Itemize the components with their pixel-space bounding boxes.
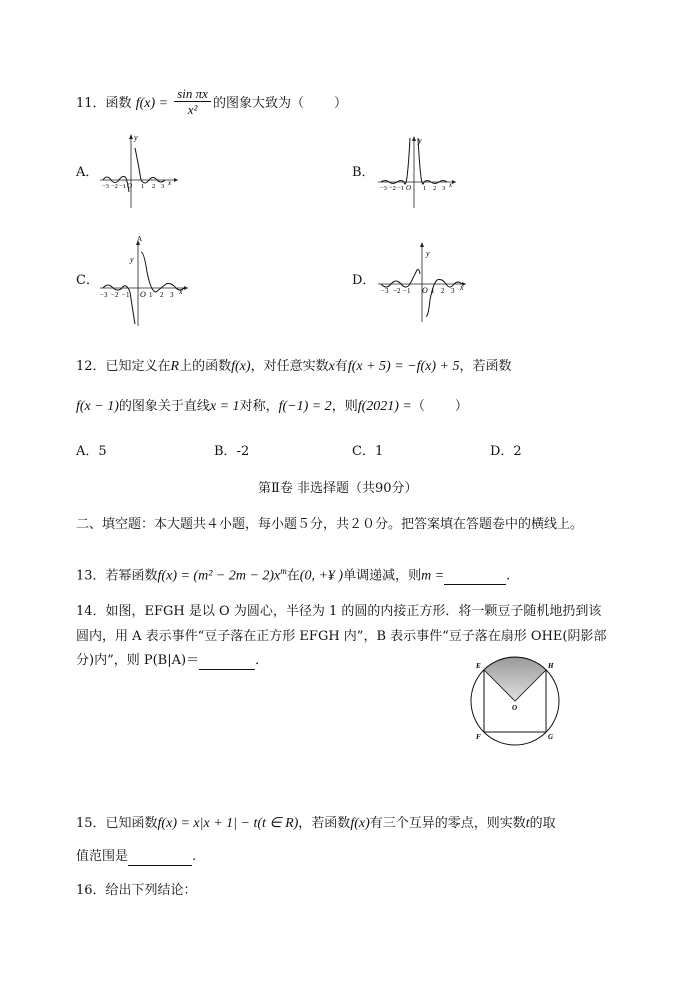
- q13-end: .: [506, 568, 511, 584]
- q13-answer-blank[interactable]: [444, 570, 506, 585]
- q14-label-F: F: [476, 733, 481, 741]
- q12-paren-close: ）: [454, 399, 468, 414]
- q15-fx: f(x): [350, 816, 370, 831]
- q12-line2: [76, 398, 468, 416]
- q12-choice-d: D．2: [490, 444, 522, 459]
- q12-paren-open: （: [411, 399, 425, 414]
- q11-graph-d: [376, 240, 472, 324]
- q11-d-tick-m3: −3: [381, 287, 389, 295]
- q11-b-tick-m2: −2: [389, 185, 396, 192]
- q11-d-tick-1: 1: [431, 287, 435, 295]
- q12-choice-a: A．5: [76, 444, 107, 459]
- q15-expr: f(x) = x|x + 1| − t(t ∈ R): [157, 816, 299, 831]
- q11-d-tick-3: 3: [451, 287, 455, 295]
- q11-c-axis-top: A: [137, 235, 143, 243]
- q12-choice-b: B．-2: [214, 444, 250, 459]
- q13-line: [76, 562, 510, 585]
- q12-line1-b: 上的函数: [179, 359, 232, 374]
- q11-option-c-label: C．: [76, 273, 99, 288]
- q11-d-y-label: y: [426, 249, 430, 258]
- q11-d-tick-2: 2: [441, 287, 445, 295]
- q12-line2-a: 的图象关于直线: [118, 399, 210, 414]
- q12-fx: f(x): [231, 359, 251, 374]
- q11-d-origin: O: [422, 286, 428, 295]
- q14-label-G: G: [548, 733, 554, 741]
- q11-a-y-label: y: [134, 133, 138, 142]
- q14-answer-blank[interactable]: [199, 655, 255, 670]
- q12-functional-eq: f(x + 5) = −f(x) + 5: [347, 359, 460, 374]
- q11-a-tick-m3: −3: [102, 183, 109, 190]
- q15-t: t: [525, 816, 530, 831]
- q12-line2-b: 对称，: [239, 399, 279, 414]
- q11-d-x-label: x: [460, 283, 464, 292]
- q14-line3: [76, 652, 268, 670]
- q11-close: ）: [333, 96, 347, 111]
- q16-stem: 16．给出下列结论：: [76, 883, 197, 898]
- q12-line1: [76, 358, 511, 376]
- q11-c-tick-2: 2: [160, 291, 164, 299]
- q11-c-tick-m1: −1: [122, 291, 130, 299]
- q14-label-H: H: [548, 662, 554, 670]
- q11-c-tick-3: 3: [170, 291, 174, 299]
- q11-a-tick-2: 2: [152, 183, 156, 190]
- q11-a-tick-1: 1: [141, 183, 145, 190]
- q11-b-tick-3: 3: [442, 185, 446, 192]
- q11-graph-b: [376, 134, 460, 210]
- q15-line2: [76, 848, 196, 866]
- q11-b-tick-2: 2: [433, 185, 437, 192]
- q11-graph-a: [98, 132, 182, 210]
- q12-line1-d: 有: [334, 359, 348, 374]
- q11-option-b-label: B．: [352, 165, 375, 180]
- q12-R: R: [170, 359, 180, 374]
- q11-stem: [76, 88, 347, 119]
- q11-b-origin: O: [406, 184, 412, 192]
- q12-ask: f(2021) =: [357, 399, 412, 414]
- q11-frac-num: sin πx: [174, 86, 211, 102]
- q11-a-origin: O: [127, 182, 133, 190]
- q11-option-a-label: A．: [76, 165, 99, 180]
- q12-line2-c: ，则: [331, 399, 358, 414]
- q11-a-tick-m2: −2: [111, 183, 118, 190]
- q11-c-tick-m3: −3: [100, 291, 108, 299]
- q11-func: f(x) =: [135, 96, 169, 111]
- q15-answer-blank[interactable]: [128, 851, 192, 866]
- part2-instructions: 二、填空题：本大题共４小题，每小题５分，共２０分。把答案填在答题卷中的横线上。: [76, 517, 584, 532]
- q13-expr: f(x) = (m² − 2m − 2)x: [157, 568, 281, 584]
- q11-frac-den: x²: [187, 102, 198, 117]
- q12-line-eq: x = 1: [209, 399, 240, 414]
- q11-option-d-label: D．: [352, 273, 376, 288]
- q11-a-tick-3: 3: [161, 183, 165, 190]
- q14-line3-a: 分)内”，则 P(B|A)＝: [76, 653, 200, 668]
- q11-fraction: [174, 86, 211, 117]
- q14-label-O: O: [512, 704, 518, 712]
- q11-b-y-label: y: [418, 136, 422, 145]
- q15-d: 的取: [529, 816, 556, 831]
- q14-figure-circle-square: [464, 654, 572, 750]
- q12-line1-a: 12．已知定义在: [76, 359, 171, 374]
- q13-b: 在: [286, 568, 300, 584]
- q12-x: x: [328, 359, 335, 374]
- q14-line1: 14．如图，EFGH 是以 O 为圆心，半径为 1 的圆的内接正方形．将一颗豆子随机地扔到该: [76, 604, 602, 619]
- q11-number: 11．: [76, 96, 106, 111]
- q15-line2-text: 值范围是: [76, 849, 129, 864]
- q11-d-tick-m2: −2: [393, 287, 401, 295]
- q12-value: f(−1) = 2: [278, 399, 332, 414]
- section-title: 第Ⅱ卷 非选择题（共90分）: [258, 481, 418, 496]
- q13-c: 单调递减，则: [343, 568, 422, 584]
- q15-a: 15．已知函数: [76, 816, 158, 831]
- q11-prefix: 函数: [105, 96, 132, 111]
- q14-line3-end: ．: [255, 653, 269, 668]
- q14-label-E: E: [476, 662, 481, 670]
- q12-line1-c: ，对任意实数: [250, 359, 329, 374]
- q13-m: m =: [421, 568, 445, 584]
- q15-line1: [76, 815, 556, 833]
- q15-c: 有三个互异的零点，则实数: [369, 816, 526, 831]
- q11-suffix: 的图象大致为（: [212, 96, 304, 111]
- q11-a-tick-m1: −1: [119, 183, 126, 190]
- q11-c-y-label: y: [130, 255, 134, 264]
- q11-b-tick-m3: −3: [380, 185, 387, 192]
- q11-b-tick-1: 1: [423, 185, 427, 192]
- q11-c-tick-1: 1: [149, 291, 153, 299]
- q15-b: ，若函数: [298, 816, 351, 831]
- q13-exp: m: [280, 566, 287, 576]
- q12-choice-c: C．1: [352, 444, 384, 459]
- q13-a: 13．若幂函数: [76, 568, 158, 584]
- q13-interval: (0, +¥ ): [299, 568, 344, 584]
- q14-line2: 圆内，用 A 表示事件“豆子落在正方形 EFGH 内”，B 表示事件“豆子落在扇形 OHE(阴影部: [76, 629, 607, 644]
- q12-line1-e: ，若函数: [459, 359, 512, 374]
- q12-fx-minus-1: f(x − 1): [76, 399, 119, 414]
- q11-a-x-label: x: [168, 179, 172, 187]
- q11-b-tick-m1: −1: [397, 185, 404, 192]
- q11-d-tick-m1: −1: [403, 287, 411, 295]
- q11-graph-c: [98, 232, 194, 328]
- q11-c-tick-m2: −2: [111, 291, 119, 299]
- q11-c-origin: O: [140, 290, 146, 299]
- q11-c-x-label: x: [179, 287, 183, 296]
- q11-b-x-label: x: [449, 181, 453, 189]
- q15-end: .: [192, 849, 197, 864]
